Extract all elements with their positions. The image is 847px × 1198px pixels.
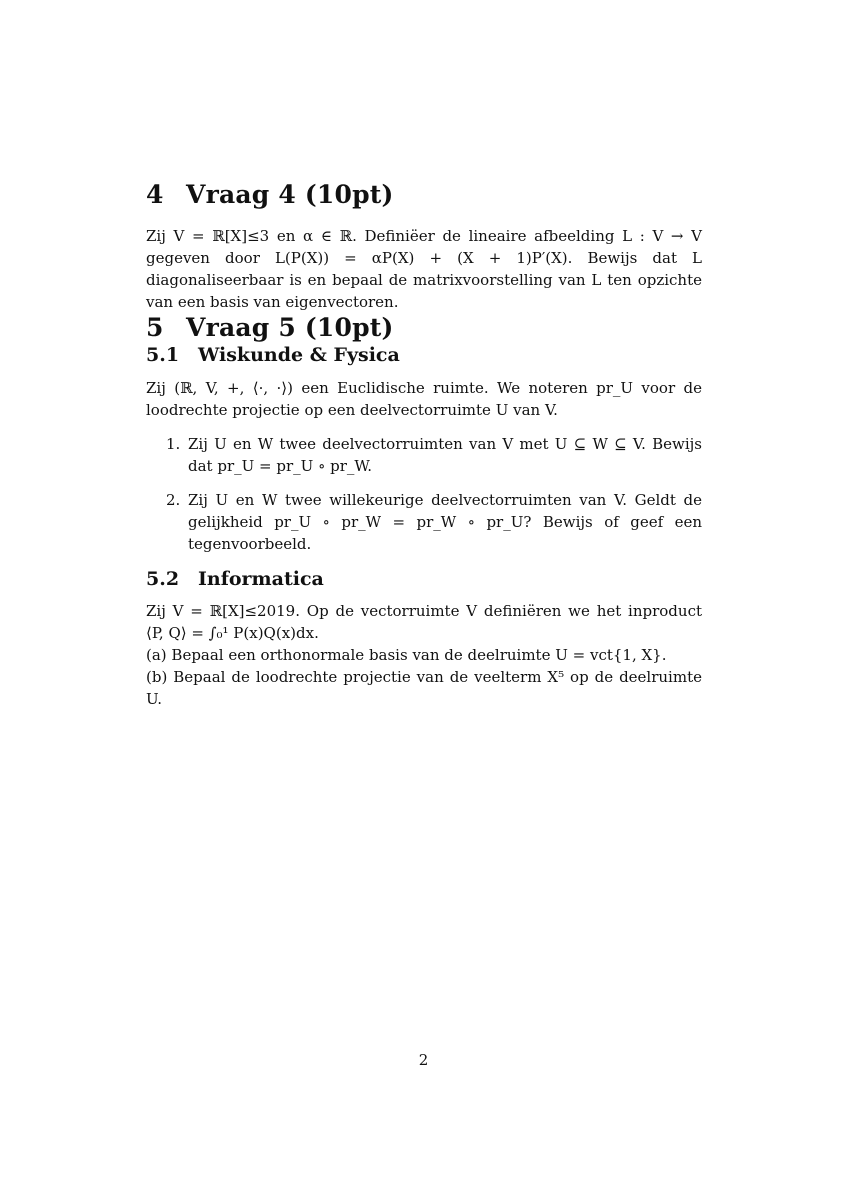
- subsection-5-1-number: 5.1: [146, 344, 180, 366]
- section-4-heading: [146, 180, 702, 210]
- section-4-body: Zij V = ℝ[X]≤3 en α ∈ ℝ. Definiëer de lineaire afbeelding L : V → V gegeven door L(P(X)) = αP(X) + (X + 1)P′(X). Bewijs dat L diagonaliseerbaar is en bepaal de matrixvoorstelling van L ten opzichte van een basis van eigenvectoren.: [146, 227, 702, 311]
- subsection-5-2-part-a: (a) Bepaal een orthonormale basis van de deelruimte U = vct{1, X}.: [146, 646, 667, 664]
- list-item: [166, 489, 702, 555]
- subsection-5-2-title: Informatica: [198, 568, 324, 590]
- subsection-5-1-title: Wiskunde & Fysica: [198, 344, 400, 366]
- page-number: 2: [418, 1051, 429, 1069]
- subsection-5-2-intro: Zij V = ℝ[X]≤2019. Op de vectorruimte V definiëren we het inproduct ⟨P, Q⟩ = ∫₀¹ P(x)Q(x)dx.: [146, 602, 702, 642]
- exam-page: [146, 180, 702, 710]
- subsection-5-1-body: Zij (ℝ, V, +, ⟨·, ·⟩) een Euclidische ruimte. We noteren pr_U voor de loodrechte projectie op een deelvectorruimte U van V.: [146, 379, 702, 419]
- section-5-number: 5: [146, 313, 164, 342]
- section-5-heading: [146, 313, 702, 343]
- subsection-5-2-heading: [146, 567, 702, 591]
- section-4-title: Vraag 4 (10pt): [186, 180, 394, 209]
- subsection-5-2-number: 5.2: [146, 568, 180, 590]
- subsection-5-2-part-b: (b) Bepaal de loodrechte projectie van de veelterm X⁵ op de deelruimte U.: [146, 668, 702, 708]
- list-item-marker: 1.: [166, 435, 181, 453]
- subsection-5-1-list: [146, 433, 702, 555]
- section-5-title: Vraag 5 (10pt): [186, 313, 394, 342]
- list-item-text: Zij U en W twee willekeurige deelvectorruimten van V. Geldt de gelijkheid pr_U ∘ pr_W = pr_W ∘ pr_U? Bewijs of geef een tegenvoorbeeld.: [188, 491, 702, 553]
- list-item-marker: 2.: [166, 491, 181, 509]
- section-4-number: 4: [146, 180, 164, 209]
- list-item: [166, 433, 702, 477]
- list-item-text: Zij U en W twee deelvectorruimten van V met U ⊆ W ⊆ V. Bewijs dat pr_U = pr_U ∘ pr_W.: [188, 435, 702, 475]
- subsection-5-1-heading: [146, 343, 702, 367]
